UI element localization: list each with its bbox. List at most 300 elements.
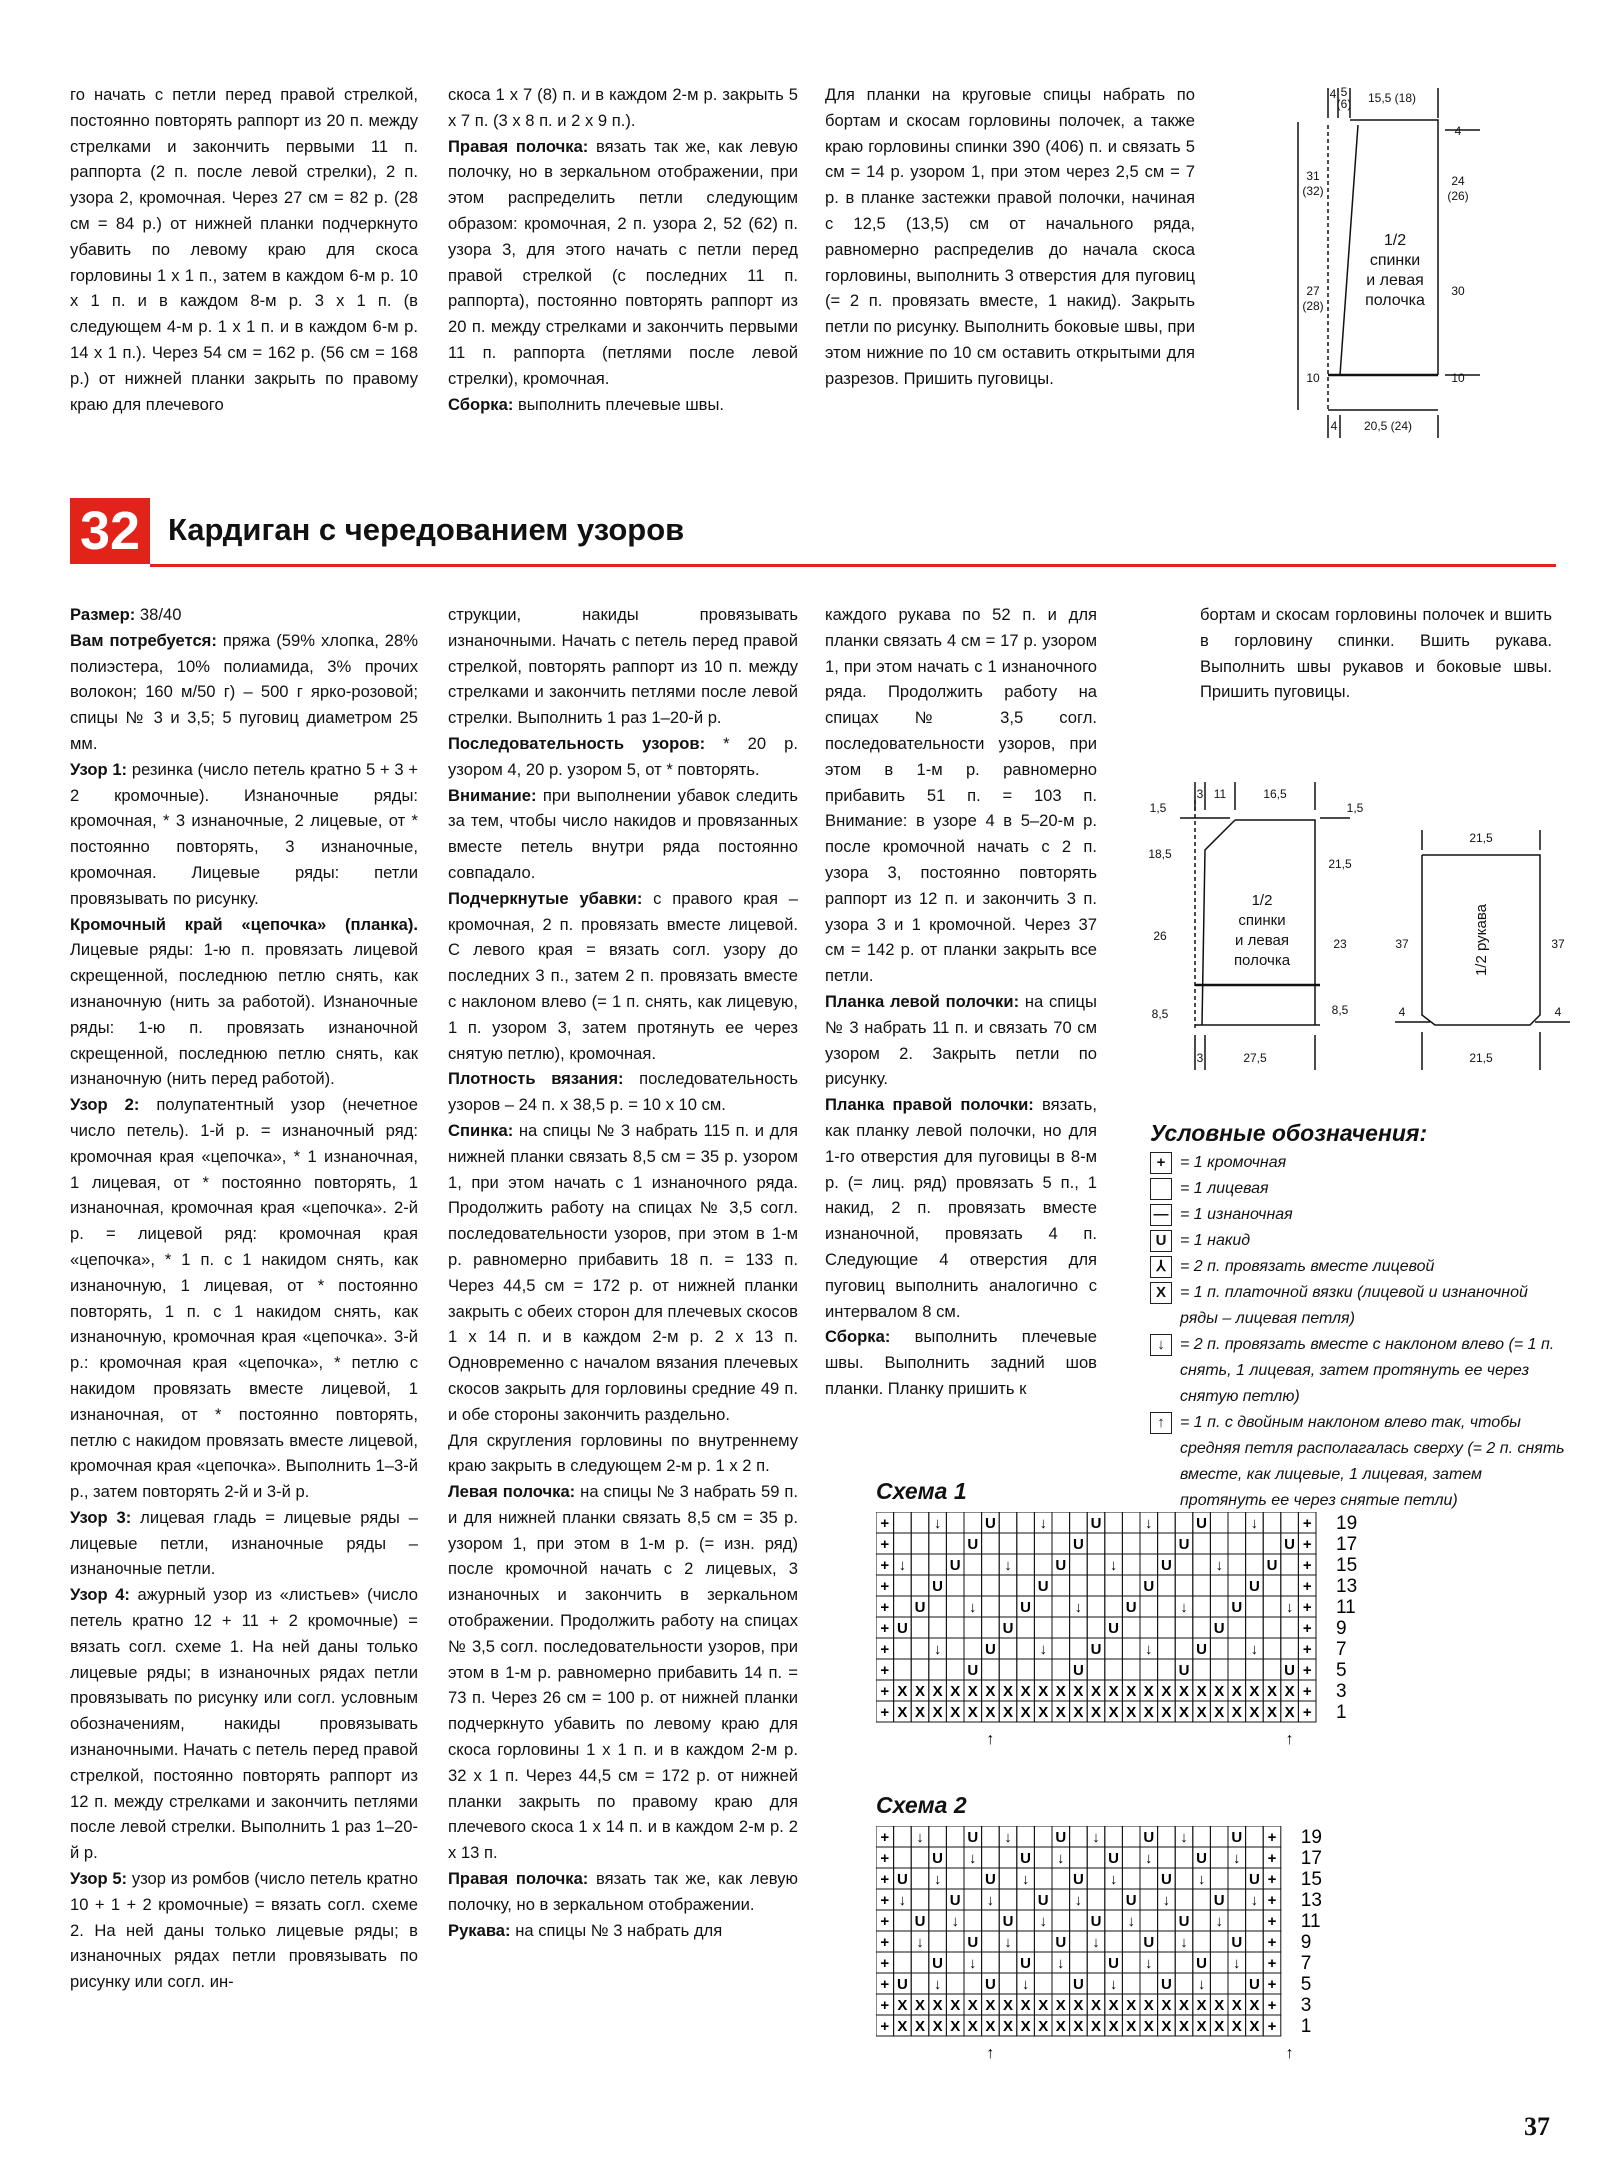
stitch-symbol: + (1302, 1515, 1312, 1532)
stitch-symbol: X (914, 1683, 926, 1700)
stitch-symbol: ↓ (1109, 1976, 1118, 1993)
legend-row (1150, 1280, 1570, 1332)
grid-cell (1122, 1826, 1140, 1847)
row-number: 7 (1336, 1639, 1347, 1660)
stitch-symbol: X (1073, 1683, 1084, 1700)
stitch-symbol: + (880, 1620, 890, 1637)
stitch-symbol: ↓ (1021, 1976, 1030, 1993)
grid-cell (1281, 1638, 1299, 1659)
dim-label: 24 (1451, 174, 1465, 188)
stitch-symbol: ↓ (1233, 1850, 1241, 1867)
stitch-symbol: U (1196, 1515, 1208, 1532)
grid-cell (1175, 1554, 1193, 1575)
stitch-symbol: X (1178, 1704, 1190, 1721)
paragraph-label: Планка левой полочки: (825, 991, 1020, 1011)
grid-cell (982, 1575, 1000, 1596)
stitch-symbol: U (1143, 1578, 1155, 1595)
grid-cell (1034, 1868, 1052, 1889)
stitch-symbol: X (1126, 1704, 1137, 1721)
grid-cell (1246, 1617, 1264, 1638)
stitch-symbol: ↓ (1145, 1955, 1153, 1972)
paragraph: бортам и скосам горловины полочек и вшить в горловину спинки. Вшить рукава. Выполнить швы рукавов и боковые швы. Пришить пуговицы. (1200, 605, 1552, 702)
stitch-symbol: X (1231, 1704, 1242, 1721)
grid-cell (999, 1512, 1017, 1533)
stitch-symbol: X (1143, 1704, 1154, 1721)
grid-cell (1087, 1575, 1105, 1596)
grid-cell (1193, 1596, 1211, 1617)
stitch-symbol: ↓ (933, 1515, 942, 1532)
grid-cell (1281, 1512, 1299, 1533)
grid-cell (1158, 1575, 1176, 1596)
stitch-symbol: ↓ (1197, 1871, 1206, 1888)
grid-cell (1017, 1512, 1035, 1533)
grid-cell (982, 1931, 1000, 1952)
stitch-symbol: + (1267, 1976, 1277, 1993)
grid-cell (1105, 1638, 1123, 1659)
stitch-symbol: ↓ (1039, 1641, 1047, 1658)
stitch-symbol: U (1072, 1536, 1084, 1553)
stitch-symbol: ↓ (1250, 1641, 1259, 1658)
grid-cell (1034, 1826, 1052, 1847)
paragraph-text: струкции, накиды провязывать изнаночными. Начать с петель перед правой стрелкой, повторять раппорт из 10 п. между стрелками и закончить петлями после левой стрелки. Выполнить 1 раз 1–20-й р. (448, 605, 798, 728)
grid-cell (1087, 1533, 1105, 1554)
row-number: 9 (1336, 1618, 1347, 1639)
grid-cell (1281, 1554, 1299, 1575)
paragraph (70, 912, 418, 1093)
grid-cell (894, 1952, 912, 1973)
grid-cell (894, 1847, 912, 1868)
stitch-symbol: X (1090, 2018, 1102, 2035)
repeat-arrow-icon: ↑ (1285, 2045, 1294, 2062)
stitch-symbol: U (1178, 1536, 1190, 1553)
top-schematic (1270, 80, 1570, 440)
grid-cell (1210, 1931, 1228, 1952)
grid-cell (1158, 1533, 1176, 1554)
stitch-symbol: + (1302, 1683, 1312, 1700)
row-number: 15 (1300, 1869, 1322, 1890)
stitch-symbol: ↓ (1250, 1515, 1259, 1532)
top-text-col-1 (70, 82, 418, 417)
grid-cell (946, 1659, 964, 1680)
legend-text: = 1 изнаночная (1180, 1206, 1293, 1223)
stitch-symbol: ↓ (1021, 1871, 1030, 1888)
paragraph-text: ажурный узор из «листьев» (число петель кратно 12 + 11 + 2 кромочные) = вязать согл. схеме 1. На ней даны только лицевые ряды; в изнаночных рядах петли провязывать по рисунку или согл. условным обозначениям, накиды провязывать изнаночными. Начать с петель перед правой стрелкой, постоянно повторять раппорт из 12 п. между стрелками и закончить петлями после левой стрелки. Выполнить 1 раз 1–20-й р. (70, 1585, 418, 1863)
paragraph (825, 989, 1097, 1092)
stitch-symbol: X (1020, 1997, 1031, 2014)
grid-cell (1246, 1659, 1264, 1680)
grid-cell (946, 1868, 964, 1889)
grid-cell (1140, 1617, 1158, 1638)
row-number: 17 (1336, 1534, 1358, 1555)
stitch-symbol: + (1302, 1662, 1312, 1679)
dim-label: 37 (1551, 937, 1565, 951)
stitch-symbol: X (914, 2018, 926, 2035)
grid-cell (1017, 1575, 1035, 1596)
grid-cell (1052, 1512, 1070, 1533)
grid-cell (1158, 1659, 1176, 1680)
stitch-symbol: X (1055, 1683, 1066, 1700)
grid-cell (1122, 1973, 1140, 1994)
stitch-symbol: X (985, 2018, 996, 2035)
stitch-symbol: X (1231, 2018, 1242, 2035)
stitch-symbol: ↓ (1197, 1976, 1206, 1993)
stitch-symbol: X (1196, 2018, 1207, 2035)
grid-cell (1228, 1868, 1246, 1889)
paragraph (70, 1092, 418, 1505)
paragraph-label: Узор 1: (70, 759, 128, 779)
stitch-symbol: + (1302, 1620, 1312, 1637)
paragraph-text: 38/40 (135, 605, 182, 624)
stitch-symbol: X (1002, 1704, 1014, 1721)
section-header (70, 498, 1556, 570)
paragraph (70, 1866, 418, 1995)
stitch-symbol: X (932, 2018, 943, 2035)
stitch-symbol: + (880, 1704, 890, 1721)
grid-cell (929, 1931, 947, 1952)
grid-cell (894, 1575, 912, 1596)
stitch-symbol: + (1267, 2018, 1277, 2035)
piece-label: полочка (1365, 292, 1425, 309)
stitch-symbol: X (1055, 1704, 1066, 1721)
grid-cell (929, 1554, 947, 1575)
grid-cell (1193, 1910, 1211, 1931)
paragraph-text: вязать так же, как левую полочку, но в зеркальном отображении. (448, 1869, 798, 1914)
grid-cell (1175, 1973, 1193, 1994)
text-col-3 (825, 602, 1097, 1402)
dim-label: (6) (1336, 97, 1352, 111)
paragraph (448, 1066, 798, 1118)
stitch-symbol: + (1267, 1997, 1277, 2014)
legend-symbol: — (1150, 1204, 1172, 1226)
grid-cell (1087, 1659, 1105, 1680)
grid-cell (894, 1826, 912, 1847)
dim-label: 26 (1153, 929, 1167, 943)
grid-cell (894, 1659, 912, 1680)
grid-cell (1193, 1931, 1211, 1952)
grid-cell (911, 1554, 929, 1575)
stitch-symbol: U (984, 1976, 996, 1993)
grid-cell (1034, 1617, 1052, 1638)
stitch-symbol: U (984, 1515, 996, 1532)
paragraph-label: Размер: (70, 605, 136, 624)
dim-label: 3 (1196, 787, 1204, 801)
schema-2-title: Схема 2 (876, 1792, 967, 1818)
grid-cell (1122, 1868, 1140, 1889)
dim-label: 21,5 (1469, 831, 1493, 845)
grid-cell (982, 1617, 1000, 1638)
stitch-symbol: X (985, 1704, 996, 1721)
legend-symbol: ↓ (1150, 1334, 1172, 1356)
grid-cell (1246, 1533, 1264, 1554)
grid-cell (1228, 1638, 1246, 1659)
paragraph-text: при выполнении убавок следить за тем, чтобы число накидов и провязанных вместе петель внутри ряда постоянно совпадало. (448, 785, 798, 882)
grid-cell (1017, 1659, 1035, 1680)
stitch-symbol: X (1055, 2018, 1066, 2035)
grid-cell (1034, 1533, 1052, 1554)
stitch-symbol: X (1178, 1997, 1190, 2014)
stitch-symbol: X (1020, 2018, 1031, 2035)
grid-cell (1087, 1973, 1105, 1994)
stitch-symbol: X (967, 1704, 978, 1721)
stitch-symbol: X (1214, 1997, 1225, 2014)
piece-label: 1/2 (1383, 232, 1407, 249)
stitch-symbol: X (1090, 1683, 1102, 1700)
grid-cell (1122, 1617, 1140, 1638)
paragraph-label: Вам потребуется: (70, 630, 217, 650)
grid-cell (1158, 1931, 1176, 1952)
legend-text: = 2 п. провязать вместе с наклоном влево (= 1 п. снять, 1 лицевая, затем протянуть ее через снятую петлю) (1180, 1336, 1555, 1405)
stitch-symbol: + (880, 1913, 890, 1930)
paragraph-label: Внимание: (448, 785, 537, 805)
stitch-symbol: + (1302, 1578, 1312, 1595)
stitch-symbol: U (1020, 1850, 1032, 1867)
paragraph-label: Кромочный край «цепочка» (планка). (70, 914, 418, 934)
paragraph: го начать с петли перед правой стрелкой, постоянно повторять раппорт из 20 п. между стрелками и закончить первыми 11 п. раппорта (2 п. после левой стрелки), 2 п. узора 2, кромочная. Через 27 см = 82 р. (28 см = 84 р.) от нижней планки подчеркнуто убавить по левому краю для скоса горловины 1 х 1 п., затем в каждом 6-м р. 10 х 1 п. и в каждом 8-м р. 3 х 1 п. (в следующем 4-м р. 1 х 1 п. и в каждом 6-м р. 14 х 1 п.). Через 54 см = 162 р. (56 см = 168 р.) от нижней планки закрыть по правому краю для плечевого (70, 85, 418, 414)
paragraph (448, 783, 798, 886)
grid-cell (1017, 1826, 1035, 1847)
paragraph-label: Узор 4: (70, 1585, 130, 1605)
stitch-symbol: + (880, 1871, 890, 1888)
stitch-symbol: + (1267, 1871, 1277, 1888)
paragraph-text: Для скругления горловины по внутреннему краю закрыть в следующем 2-м р. 1 х 2 п. (448, 1430, 798, 1476)
grid-cell (1070, 1617, 1088, 1638)
paragraph-text: полупатентный узор (нечетное число петель). 1-й р. = изнаночный ряд: кромочная края «цепочка», * 1 изнаночная, 1 лицевая, от * постоянно повторять, 1 изнаночная, кромочная края «цепочка». 2-й р. = лицевой ряд: кромочная края «цепочка», * 1 п. с 1 накидом снять, как изнаночную, 1 лицевая, от * постоянно повторять, 1 п. с 1 накидом снять, как изнаночную, кромочная края «цепочка». 3-й р.: кромочная края «цепочка», * петлю с накидом провязать вместе лицевой, 1 изнаночная, от * постоянно повторять, петлю с накидом провязать вместе лицевой, кромочная края «цепочка». Выполнить 1–3-й р., затем повторять 2-й и 3-й р. (70, 1095, 418, 1502)
row-number: 11 (1300, 1911, 1321, 1932)
dim-label: 3 (1196, 1051, 1204, 1065)
stitch-symbol: X (932, 1683, 943, 1700)
stitch-symbol: X (1108, 1997, 1119, 2014)
grid-cell (1052, 1973, 1070, 1994)
grid-cell (1263, 1596, 1281, 1617)
grid-cell (1193, 1826, 1211, 1847)
dim-label: 4 (1330, 419, 1338, 433)
grid-cell (999, 1847, 1017, 1868)
grid-cell (1210, 1868, 1228, 1889)
stitch-symbol: U (1178, 1913, 1190, 1930)
stitch-symbol: + (880, 1536, 890, 1553)
repeat-arrow-icon: ↑ (986, 1731, 995, 1748)
stitch-symbol: ↓ (1145, 1850, 1153, 1867)
stitch-symbol: X (967, 2018, 978, 2035)
legend-text: = 1 п. платочной вязки (лицевой и изнаночной ряды – лицевая петля) (1180, 1284, 1528, 1327)
grid-cell (1228, 1533, 1246, 1554)
dim-label: 37 (1395, 937, 1409, 951)
stitch-symbol: ↓ (1092, 1829, 1100, 1846)
grid-cell (1210, 1659, 1228, 1680)
paragraph-label: Сборка: (448, 394, 514, 414)
paragraph (825, 602, 1097, 989)
row-number: 11 (1336, 1597, 1356, 1618)
stitch-symbol: U (1002, 1620, 1014, 1637)
stitch-symbol: X (1108, 1704, 1119, 1721)
stitch-symbol: X (1266, 1704, 1278, 1721)
grid-cell (1210, 1512, 1228, 1533)
legend-symbol: ↑ (1150, 1412, 1172, 1434)
grid-cell (1140, 1596, 1158, 1617)
stitch-symbol: U (1055, 1557, 1067, 1574)
paragraph (825, 1092, 1097, 1324)
grid-cell (1210, 1533, 1228, 1554)
row-number: 1 (1300, 2016, 1312, 2037)
row-number: 13 (1336, 1576, 1358, 1597)
schema-1-grid (876, 1512, 1516, 1782)
dim-label: 27,5 (1243, 1051, 1267, 1065)
grid-cell (1052, 1596, 1070, 1617)
grid-cell (982, 1533, 1000, 1554)
stitch-symbol: ↓ (1162, 1892, 1171, 1909)
stitch-symbol: X (1214, 1704, 1225, 1721)
paragraph-text: узор из ромбов (число петель кратно 10 + 1 + 2 кромочные) = вязать согл. схеме 2. На ней даны только лицевые ряды; в изнаночных рядах петли провязывать по рисунку или согл. ин- (70, 1869, 418, 1992)
stitch-symbol: X (1249, 1997, 1260, 2014)
stitch-symbol: X (1073, 1704, 1084, 1721)
stitch-symbol: X (1214, 2018, 1225, 2035)
grid-cell (1140, 1533, 1158, 1554)
grid-cell (1052, 1617, 1070, 1638)
stitch-symbol: U (1160, 1871, 1172, 1888)
grid-cell (1210, 1973, 1228, 1994)
grid-cell (911, 1889, 929, 1910)
grid-cell (1193, 1617, 1211, 1638)
stitch-symbol: U (1108, 1850, 1120, 1867)
stitch-symbol: X (914, 1704, 926, 1721)
stitch-symbol: U (1072, 1976, 1084, 1993)
grid-cell (1228, 1973, 1246, 1994)
row-number: 9 (1300, 1932, 1312, 1953)
stitch-symbol: X (950, 1997, 961, 2014)
grid-cell (1070, 1847, 1088, 1868)
paragraph-text: выполнить плечевые швы. Выполнить задний шов планки. Планку пришить к (825, 1327, 1097, 1398)
stitch-symbol: + (880, 1578, 890, 1595)
grid-cell (1158, 1952, 1176, 1973)
stitch-symbol: U (984, 1871, 996, 1888)
paragraph-label: Плотность вязания: (448, 1069, 624, 1089)
grid-cell (999, 1868, 1017, 1889)
grid-cell (1210, 1638, 1228, 1659)
stitch-symbol: X (1038, 2018, 1049, 2035)
grid-cell (1158, 1910, 1176, 1931)
stitch-symbol: X (1002, 2018, 1014, 2035)
stitch-symbol: + (1302, 1536, 1312, 1553)
grid-cell (982, 1910, 1000, 1931)
paragraph (448, 1866, 798, 1918)
stitch-symbol: U (1160, 1557, 1172, 1574)
grid-cell (1175, 1617, 1193, 1638)
dim-label: 4 (1454, 124, 1462, 138)
grid-cell (1210, 1826, 1228, 1847)
stitch-symbol: X (985, 1997, 996, 2014)
grid-cell (1122, 1554, 1140, 1575)
legend-row (1150, 1410, 1570, 1514)
grid-cell (999, 1973, 1017, 1994)
paragraph (448, 602, 798, 731)
grid-cell (1158, 1826, 1176, 1847)
grid-cell (999, 1596, 1017, 1617)
row-number: 13 (1300, 1890, 1322, 1911)
paragraph (448, 1479, 798, 1866)
text-col-2 (448, 602, 798, 1943)
stitch-symbol: X (932, 1704, 943, 1721)
grid-cell (1034, 1659, 1052, 1680)
paragraph (70, 1505, 418, 1582)
dim-label: 27 (1306, 284, 1320, 298)
grid-cell (1070, 1910, 1088, 1931)
grid-cell (1281, 1575, 1299, 1596)
grid-cell (1228, 1617, 1246, 1638)
stitch-symbol: ↓ (1180, 1829, 1188, 1846)
stitch-symbol: X (1038, 1997, 1049, 2014)
mid-schematic (1140, 770, 1600, 1090)
stitch-symbol: U (1072, 1662, 1084, 1679)
paragraph-label: Узор 3: (70, 1507, 132, 1527)
grid-cell (1087, 1889, 1105, 1910)
stitch-symbol: X (914, 1997, 926, 2014)
stitch-symbol: ↓ (933, 1871, 942, 1888)
stitch-symbol: U (896, 1620, 908, 1637)
grid-cell (1158, 1617, 1176, 1638)
grid-cell (1175, 1952, 1193, 1973)
grid-cell (1246, 1596, 1264, 1617)
stitch-symbol: X (1143, 1683, 1154, 1700)
stitch-symbol: X (1126, 1683, 1137, 1700)
stitch-symbol: X (1284, 1704, 1295, 1721)
grid-cell (1158, 1512, 1176, 1533)
paragraph-label: Правая полочка: (448, 1869, 589, 1889)
dim-label: 30 (1451, 284, 1465, 298)
stitch-symbol: X (1214, 1683, 1225, 1700)
paragraph-label: Сборка: (825, 1327, 891, 1347)
stitch-symbol: X (1126, 2018, 1137, 2035)
paragraph (448, 886, 798, 1067)
stitch-symbol: + (1267, 1892, 1277, 1909)
grid-cell (1175, 1575, 1193, 1596)
row-number: 15 (1336, 1555, 1358, 1576)
stitch-symbol: X (1038, 1704, 1049, 1721)
dim-label: 31 (1306, 169, 1320, 183)
stitch-symbol: U (914, 1599, 926, 1616)
repeat-arrow-icon: ↑ (986, 2045, 995, 2062)
paragraph-label: Левая полочка: (448, 1482, 576, 1502)
stitch-symbol: ↓ (1039, 1913, 1047, 1930)
stitch-symbol: X (1108, 2018, 1119, 2035)
grid-cell (1228, 1575, 1246, 1596)
stitch-symbol: U (1231, 1934, 1243, 1951)
paragraph: скоса 1 х 7 (8) п. и в каждом 2-м р. закрыть 5 х 7 п. (3 х 8 п. и 2 х 9 п.). (448, 85, 798, 130)
grid-cell (964, 1889, 982, 1910)
paragraph (448, 1918, 798, 1944)
grid-cell (1193, 1889, 1211, 1910)
row-number: 1 (1336, 1702, 1347, 1723)
piece-label: и левая (1235, 932, 1289, 949)
stitch-symbol: + (1302, 1641, 1312, 1658)
grid-cell (1034, 1596, 1052, 1617)
stitch-symbol: + (880, 1892, 890, 1909)
grid-cell (982, 1952, 1000, 1973)
stitch-symbol: U (1090, 1641, 1102, 1658)
dim-label: 23 (1333, 937, 1347, 951)
grid-cell (1122, 1847, 1140, 1868)
stitch-symbol: X (1178, 2018, 1190, 2035)
stitch-symbol: U (1002, 1913, 1014, 1930)
row-number: 3 (1336, 1681, 1347, 1702)
stitch-symbol: U (932, 1850, 944, 1867)
stitch-symbol: X (1249, 1683, 1260, 1700)
grid-cell (964, 1575, 982, 1596)
paragraph (448, 134, 798, 392)
grid-cell (1175, 1638, 1193, 1659)
stitch-symbol: ↓ (916, 1829, 924, 1846)
legend-row (1150, 1254, 1570, 1280)
schema-1-title: Схема 1 (876, 1478, 967, 1504)
